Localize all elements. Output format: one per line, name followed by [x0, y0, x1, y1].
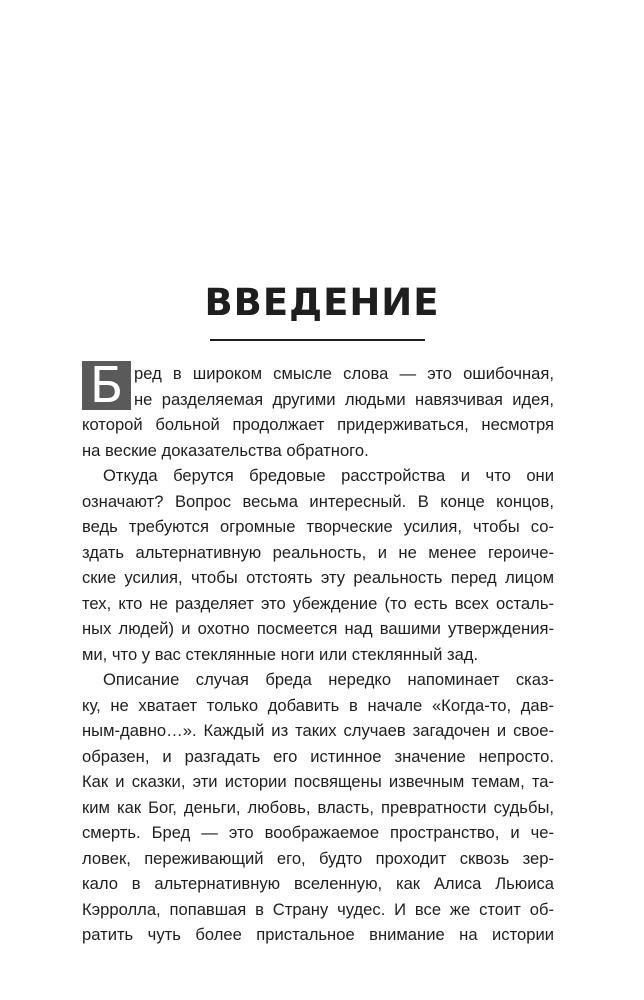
body-text — [82, 361, 554, 948]
text-line: ных людей) и охотно посмеется над вашими утверждения- — [82, 619, 554, 638]
text-line: ким как Бог, деньги, любовь, власть, превратности судьбы, — [82, 797, 554, 817]
text-line: ратить чуть более пристальное внимание на истории — [82, 925, 554, 944]
text-line: ловек, переживающий его, будто проходит сквозь зер- — [82, 848, 554, 868]
text-line: тех, кто не разделяет это убеждение (то есть всех осталь- — [82, 593, 554, 613]
text-line: означают? Вопрос весьма интересный. В конце концов, — [82, 491, 554, 511]
text-line: на веские доказательства обратного. — [82, 440, 369, 460]
text-line: ным-давно…». Каждый из таких случаев загадочен и свое- — [82, 721, 554, 740]
text-line: которой больной продолжает придерживаться, несмотря — [82, 415, 554, 434]
text-line: Кэрролла, попавшая в Страну чудес. И все же стоит об- — [82, 899, 554, 919]
text-line: здать альтернативную реальность, и не менее героиче- — [82, 542, 554, 562]
text-line: не разделяемая другими людьми навязчивая идея, — [134, 389, 554, 409]
text-line: ред в широком смысле слова — это ошибочная, — [134, 364, 554, 383]
text-line: смерть. Бред — это воображаемое пространство, и че- — [82, 823, 554, 842]
paragraph — [82, 667, 554, 948]
text-line: кало в альтернативную вселенную, как Алиса Льюиса — [82, 874, 554, 893]
text-line: ведь требуются огромные творческие усилия, чтобы со- — [82, 517, 554, 536]
text-line: Откуда берутся бредовые расстройства и что они — [103, 466, 554, 485]
text-line: Как и сказки, эти истории посвящены извечным темам, та- — [82, 772, 554, 791]
text-line: ми, что у вас стеклянные ноги или стеклянный зад. — [82, 644, 479, 664]
title-underline — [210, 339, 425, 341]
chapter-title: ВВЕДЕНИЕ — [204, 281, 440, 324]
text-line: образен, и разгадать его истинное значение непросто. — [82, 746, 554, 766]
paragraph — [82, 463, 554, 667]
paragraph — [82, 361, 554, 463]
text-line: ские усилия, чтобы отстоять эту реальность перед лицом — [82, 568, 554, 587]
text-line: Описание случая бреда нередко напоминает сказ- — [103, 670, 554, 689]
drop-cap: Б — [82, 361, 131, 410]
text-line: ку, не хватает только добавить в начале «Когда-то, дав- — [82, 695, 554, 715]
